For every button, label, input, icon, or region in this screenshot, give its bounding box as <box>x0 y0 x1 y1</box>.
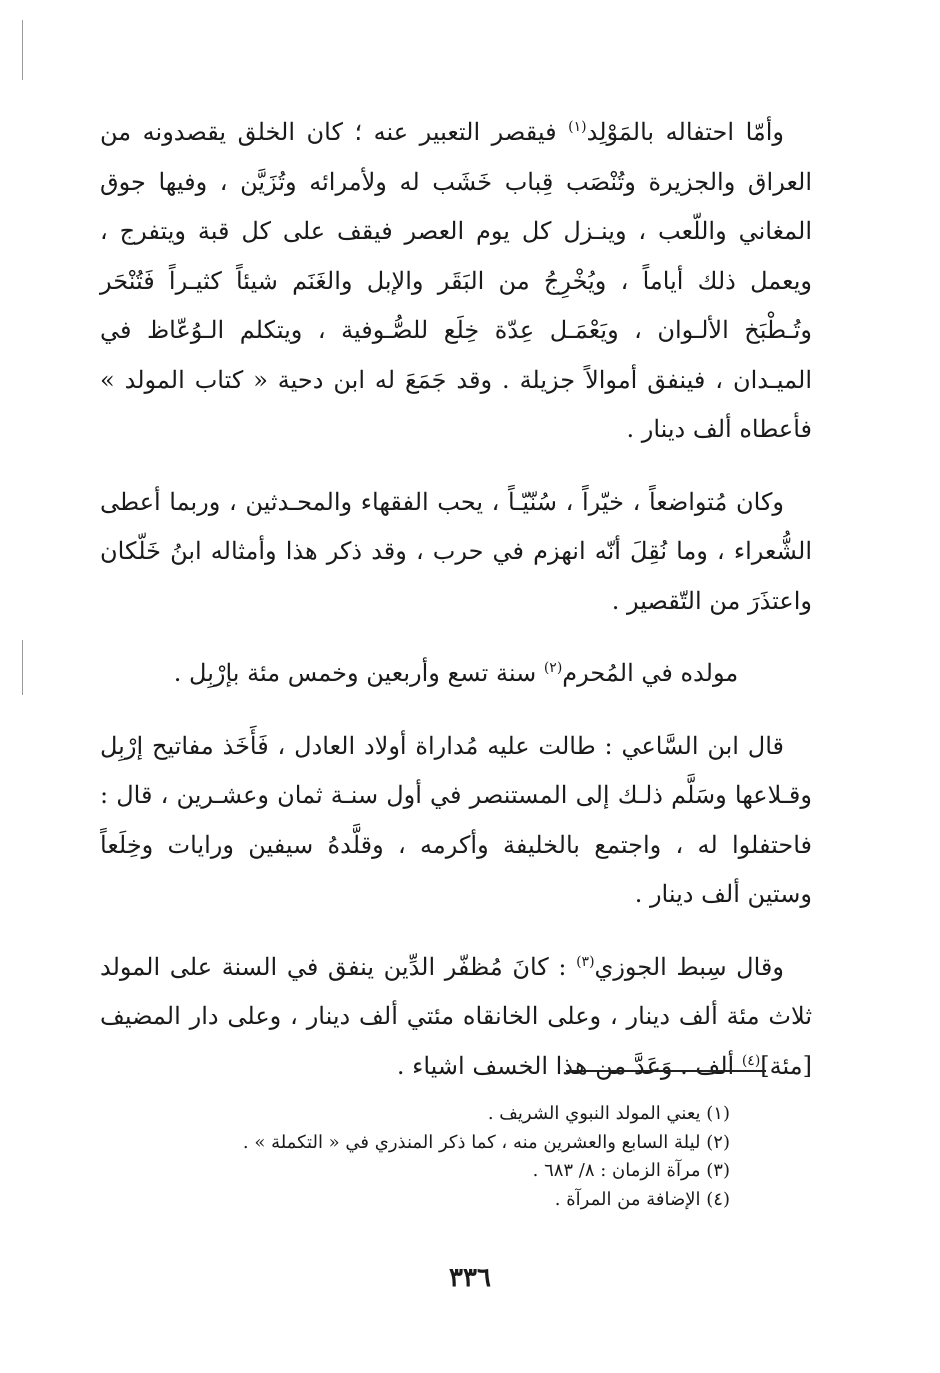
paragraph-text: وكان مُتواضعاً ، خيّراً ، سُنّيّـاً ، يحب الفقهاء والمحـدثين ، وربما أعطى الشُّعراء ، وما نُقِلَ أنّه انهزم في حرب ، وقد ذكر هذا وأمثاله ابنُ خَلّكان واعتذَرَ من التّقصير . <box>100 487 812 615</box>
footnote: (١) يعني المولد النبوي الشريف . <box>487 1103 730 1124</box>
paragraph-text: : كانَ مُظفّر الدِّين ينفق في السنة على المولد ثلاث مئة ألف دينار ، وعلى الخانقاه مئتي ألف دينار ، وعلى دار المضيف [مئة] <box>100 952 812 1080</box>
footnotes <box>200 1100 730 1214</box>
scan-edge-mark <box>22 20 23 80</box>
footnote-ref: (٤) <box>741 1052 761 1069</box>
paragraph-ibn-al-saai <box>100 722 812 920</box>
paragraph-celebration <box>100 108 812 455</box>
page-number: ٣٣٦ <box>449 1263 491 1293</box>
footnote-ref: (١) <box>568 119 587 135</box>
main-text <box>100 108 812 1091</box>
paragraph-text: سنة تسع وأربعين وخمس مئة بإرْبِل . <box>173 659 544 687</box>
footnote-separator <box>566 1070 766 1072</box>
paragraph-text: مولده في المُحرم <box>562 659 739 687</box>
footnote: (٤) الإضافة من المرآة . <box>554 1188 730 1210</box>
scan-edge-mark <box>22 640 23 695</box>
paragraph-text: فيقصر التعبير عنه ؛ كان الخلق يقصدونه من العراق والجزيرة وتُنْصَب قِباب خَشَب له ولأمرائه وتُزَيَّن ، وفيها جوق المغاني واللّعب ، وينـزل كل يوم العصر فيقف على كل قبة ويتفرج ، ويعمل ذلك أياماً ، ويُخْرِجُ من البَقَر والإبل والغَنَم شيئاً كثيـراً فَتُنْحَر وتُـطْبَخ الألـوان ، ويَعْمَـل عِدّة خِلَع للصُّـوفية ، ويتكلم الـوُعّاظ في الميـدان ، فينفق أموالاً جزيلة . وقد جَمَعَ له ابن دحية « كتاب المولد » فأعطاه ألف دينار . <box>100 118 812 443</box>
footnote-ref: (٣) <box>576 953 595 970</box>
footnote: (٢) ليلة السابع والعشرين منه ، كما ذكر المنذري في « التكملة » . <box>242 1131 730 1153</box>
paragraph-text: قال ابن السَّاعي : طالت عليه مُداراة أولاد العادل ، فَأَخَذ مفاتيح إرْبِل وقـلاعها وسَلَّم ذلـك إلى المستنصر في أول سنـة ثمان وعشـرين ، قال : فاحتفلوا له ، واجتمع بالخليفة وأكرمه ، وقلَّدهُ سيفين ورايات وخِلَعاً وستين ألف دينار . <box>100 731 812 908</box>
paragraph-text: وأمّا احتفاله بالمَوْلِد <box>586 118 784 146</box>
paragraph-text: ألف . وَعَدَّ من هذا الخسف اشياء . <box>396 1051 742 1080</box>
paragraph-birth <box>100 649 812 699</box>
footnote-ref: (٢) <box>543 660 563 676</box>
paragraph-text: وقال سِبط الجوزي <box>594 952 784 981</box>
footnote: (٣) مرآة الزمان : ٨/ ٦٨٣ . <box>532 1160 730 1181</box>
paragraph-character <box>100 478 812 627</box>
paragraph-sibt-al-jawzi <box>100 943 812 1092</box>
